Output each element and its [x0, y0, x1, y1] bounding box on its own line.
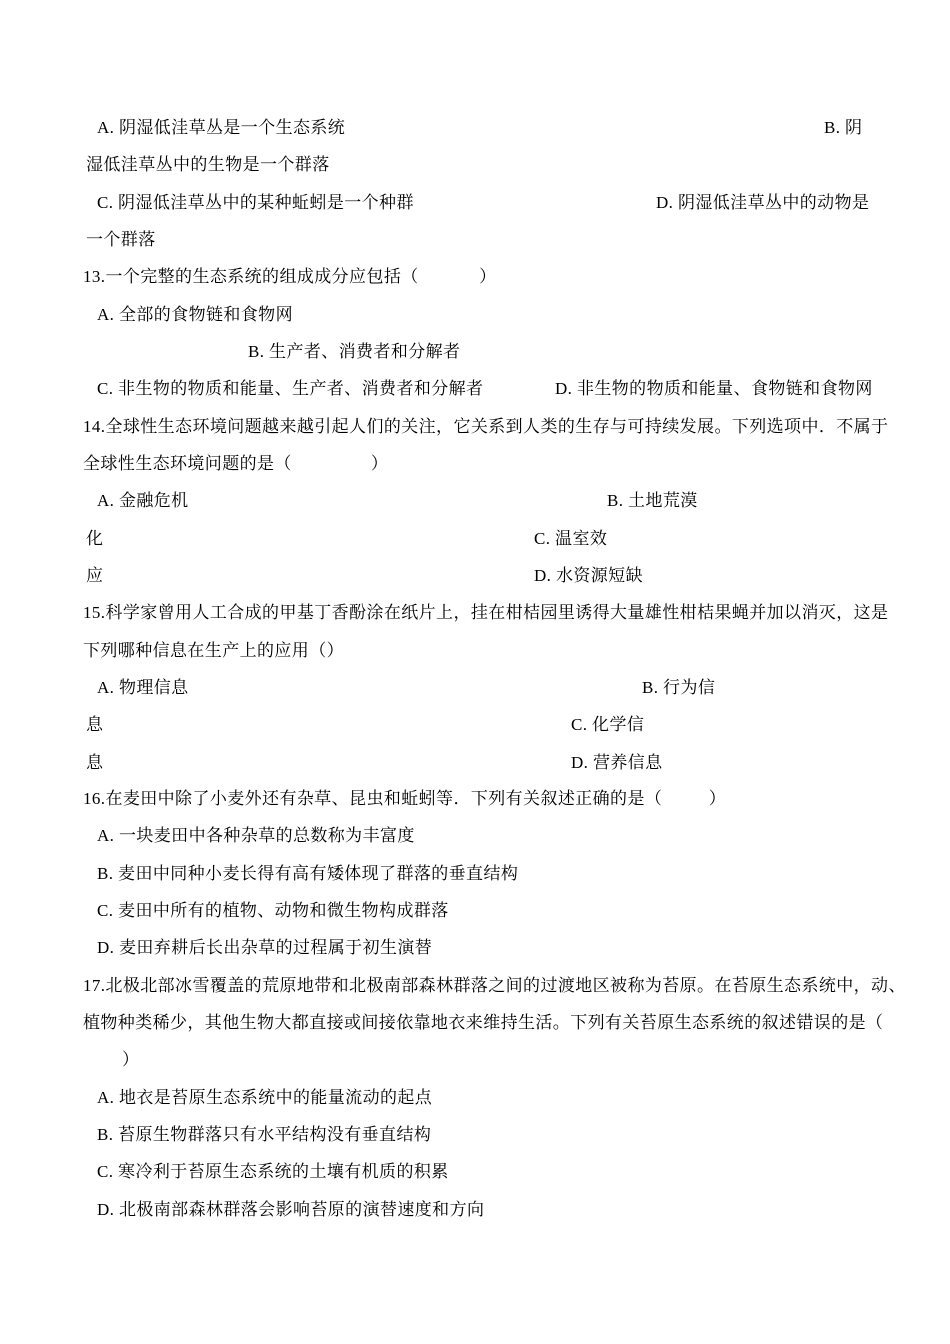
question-13-option-a: A. 全部的食物链和食物网 — [97, 305, 293, 324]
question-15-option-b-part1: B. 行为信 — [642, 678, 716, 697]
question-14-option-c-part1: C. 温室效 — [534, 529, 608, 548]
question-15-stem-line2: 下列哪种信息在生产上的应用（） — [83, 641, 344, 660]
question-14-option-b-part2: 化 — [86, 529, 104, 548]
question-16-option-a: A. 一块麦田中各种杂草的总数称为丰富度 — [97, 826, 415, 845]
question-12-option-b-part1: B. 阴 — [824, 118, 863, 137]
question-12-option-b-part2: 湿低洼草丛中的生物是一个群落 — [86, 155, 330, 174]
question-17-option-c: C. 寒冷利于苔原生态系统的土壤有机质的积累 — [97, 1162, 449, 1181]
question-16-option-c: C. 麦田中所有的植物、动物和微生物构成群落 — [97, 901, 449, 920]
question-16-stem: 16.在麦田中除了小麦外还有杂草、昆虫和蚯蚓等．下列有关叙述正确的是（ ） — [83, 789, 727, 808]
question-15-option-c-part1: C. 化学信 — [571, 715, 645, 734]
question-13-option-c: C. 非生物的物质和能量、生产者、消费者和分解者 — [97, 379, 484, 398]
question-15-option-a: A. 物理信息 — [97, 678, 189, 697]
question-12-option-d-part1: D. 阴湿低洼草丛中的动物是 — [656, 193, 870, 212]
question-12-option-d-part2: 一个群落 — [86, 230, 156, 249]
question-12-option-a: A. 阴湿低洼草丛是一个生态系统 — [97, 118, 346, 137]
question-17-option-d: D. 北极南部森林群落会影响苔原的演替速度和方向 — [97, 1200, 485, 1219]
question-14-stem-line1: 14.全球性生态环境问题越来越引起人们的关注，它关系到人类的生存与可持续发展。下列选项中．不属于 — [83, 417, 889, 436]
question-13-option-b: B. 生产者、消费者和分解者 — [248, 342, 461, 361]
question-13-stem: 13.一个完整的生态系统的组成成分应包括（ ） — [83, 267, 497, 286]
question-15-option-c-part2: 息 — [86, 753, 104, 772]
question-12-option-c: C. 阴湿低洼草丛中的某种蚯蚓是一个种群 — [97, 193, 414, 212]
question-15-option-d: D. 营养信息 — [571, 753, 663, 772]
question-17-stem-line1: 17.北极北部冰雪覆盖的荒原地带和北极南部森林群落之间的过渡地区被称为苔原。在苔原生态系统中，动、 — [83, 976, 906, 995]
question-15-stem-line1: 15.科学家曾用人工合成的甲基丁香酚涂在纸片上，挂在柑桔园里诱得大量雄性柑桔果蝇并加以消灭，这是 — [83, 603, 889, 622]
question-14-option-d: D. 水资源短缺 — [534, 566, 643, 585]
question-14-stem-line2: 全球性生态环境问题的是（ ） — [83, 454, 389, 473]
question-17-option-a: A. 地衣是苔原生态系统中的能量流动的起点 — [97, 1088, 433, 1107]
question-17-stem-line2: 植物种类稀少，其他生物大都直接或间接依靠地衣来维持生活。下列有关苔原生态系统的叙述错误的是（ — [83, 1013, 884, 1032]
question-17-stem-line3: ） — [122, 1050, 140, 1069]
question-15-option-b-part2: 息 — [86, 715, 104, 734]
question-17-option-b: B. 苔原生物群落只有水平结构没有垂直结构 — [97, 1125, 432, 1144]
question-14-option-c-part2: 应 — [86, 566, 104, 585]
question-14-option-a: A. 金融危机 — [97, 491, 189, 510]
question-16-option-d: D. 麦田弃耕后长出杂草的过程属于初生演替 — [97, 938, 433, 957]
question-14-option-b-part1: B. 土地荒漠 — [607, 491, 698, 510]
question-13-option-d: D. 非生物的物质和能量、食物链和食物网 — [555, 379, 873, 398]
question-16-option-b: B. 麦田中同种小麦长得有高有矮体现了群落的垂直结构 — [97, 864, 519, 883]
